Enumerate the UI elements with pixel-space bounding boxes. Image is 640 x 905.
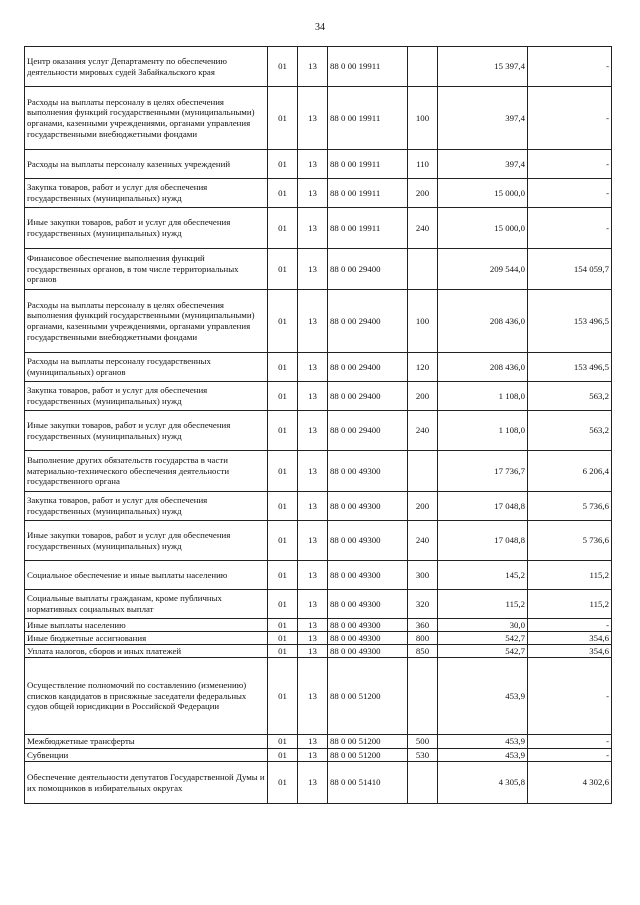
target-article-cell: 88 0 00 29400 [328, 382, 408, 411]
amount-2-cell: - [528, 658, 612, 735]
amount-2-cell: 5 736,6 [528, 521, 612, 561]
amount-1-cell: 145,2 [438, 561, 528, 590]
amount-1-cell: 453,9 [438, 749, 528, 762]
subsection-cell: 13 [298, 632, 328, 645]
target-article-cell: 88 0 00 29400 [328, 353, 408, 382]
budget-table [24, 46, 612, 804]
section-cell: 01 [268, 382, 298, 411]
table-row [25, 658, 612, 735]
subsection-cell: 13 [298, 521, 328, 561]
expense-type-cell: 800 [408, 632, 438, 645]
target-article-cell: 88 0 00 49300 [328, 632, 408, 645]
subsection-cell: 13 [298, 87, 328, 150]
expense-type-cell: 110 [408, 150, 438, 179]
section-cell: 01 [268, 590, 298, 619]
expense-type-cell: 100 [408, 290, 438, 353]
amount-2-cell: - [528, 208, 612, 249]
table-row [25, 645, 612, 658]
subsection-cell: 13 [298, 208, 328, 249]
row-name-cell: Социальное обеспечение и иные выплаты населению [25, 561, 268, 590]
section-cell: 01 [268, 645, 298, 658]
row-name-cell: Расходы на выплаты персоналу в целях обеспечения выполнения функций государственными (муниципальными) органами, казенными учреждениями, органами управления государственными внебюджетными фондами [25, 290, 268, 353]
amount-2-cell: 563,2 [528, 411, 612, 451]
expense-type-cell: 360 [408, 619, 438, 632]
expense-type-cell: 530 [408, 749, 438, 762]
row-name-cell: Закупка товаров, работ и услуг для обеспечения государственных (муниципальных) нужд [25, 382, 268, 411]
row-name-cell: Расходы на выплаты персоналу казенных учреждений [25, 150, 268, 179]
subsection-cell: 13 [298, 150, 328, 179]
expense-type-cell [408, 249, 438, 290]
expense-type-cell: 850 [408, 645, 438, 658]
amount-1-cell: 453,9 [438, 658, 528, 735]
section-cell: 01 [268, 735, 298, 749]
row-name-cell: Выполнение других обязательств государства в части материально-технического обеспечения деятельности государственного органа [25, 451, 268, 492]
expense-type-cell: 200 [408, 179, 438, 208]
subsection-cell: 13 [298, 249, 328, 290]
amount-2-cell: 354,6 [528, 645, 612, 658]
row-name-cell: Уплата налогов, сборов и иных платежей [25, 645, 268, 658]
expense-type-cell [408, 451, 438, 492]
row-name-cell: Социальные выплаты гражданам, кроме публичных нормативных социальных выплат [25, 590, 268, 619]
row-name-cell: Субвенции [25, 749, 268, 762]
target-article-cell: 88 0 00 19911 [328, 179, 408, 208]
row-name-cell: Финансовое обеспечение выполнения функций государственных органов, в том числе территориальных органов [25, 249, 268, 290]
section-cell: 01 [268, 762, 298, 804]
subsection-cell: 13 [298, 179, 328, 208]
expense-type-cell: 200 [408, 492, 438, 521]
table-row [25, 353, 612, 382]
amount-1-cell: 17 048,8 [438, 521, 528, 561]
table-row [25, 590, 612, 619]
amount-2-cell: - [528, 735, 612, 749]
target-article-cell: 88 0 00 51200 [328, 749, 408, 762]
subsection-cell: 13 [298, 353, 328, 382]
section-cell: 01 [268, 619, 298, 632]
expense-type-cell: 300 [408, 561, 438, 590]
amount-2-cell: 115,2 [528, 561, 612, 590]
budget-table-body [25, 47, 612, 804]
amount-2-cell: 153 496,5 [528, 290, 612, 353]
subsection-cell: 13 [298, 382, 328, 411]
amount-1-cell: 15 397,4 [438, 47, 528, 87]
section-cell: 01 [268, 87, 298, 150]
amount-1-cell: 453,9 [438, 735, 528, 749]
amount-1-cell: 542,7 [438, 632, 528, 645]
amount-1-cell: 17 048,8 [438, 492, 528, 521]
amount-2-cell: 354,6 [528, 632, 612, 645]
target-article-cell: 88 0 00 51200 [328, 658, 408, 735]
section-cell: 01 [268, 208, 298, 249]
expense-type-cell: 100 [408, 87, 438, 150]
table-row [25, 521, 612, 561]
table-row [25, 411, 612, 451]
section-cell: 01 [268, 561, 298, 590]
target-article-cell: 88 0 00 29400 [328, 290, 408, 353]
amount-1-cell: 1 108,0 [438, 411, 528, 451]
expense-type-cell: 320 [408, 590, 438, 619]
amount-2-cell: - [528, 749, 612, 762]
amount-2-cell: 4 302,6 [528, 762, 612, 804]
target-article-cell: 88 0 00 49300 [328, 619, 408, 632]
section-cell: 01 [268, 179, 298, 208]
table-row [25, 619, 612, 632]
subsection-cell: 13 [298, 658, 328, 735]
section-cell: 01 [268, 521, 298, 561]
subsection-cell: 13 [298, 411, 328, 451]
table-row [25, 451, 612, 492]
table-row [25, 179, 612, 208]
target-article-cell: 88 0 00 49300 [328, 590, 408, 619]
subsection-cell: 13 [298, 451, 328, 492]
subsection-cell: 13 [298, 645, 328, 658]
table-row [25, 492, 612, 521]
table-row [25, 150, 612, 179]
row-name-cell: Закупка товаров, работ и услуг для обеспечения государственных (муниципальных) нужд [25, 179, 268, 208]
table-row [25, 87, 612, 150]
subsection-cell: 13 [298, 762, 328, 804]
row-name-cell: Закупка товаров, работ и услуг для обеспечения государственных (муниципальных) нужд [25, 492, 268, 521]
target-article-cell: 88 0 00 49300 [328, 521, 408, 561]
target-article-cell: 88 0 00 19911 [328, 47, 408, 87]
subsection-cell: 13 [298, 749, 328, 762]
subsection-cell: 13 [298, 492, 328, 521]
table-row [25, 382, 612, 411]
section-cell: 01 [268, 632, 298, 645]
target-article-cell: 88 0 00 19911 [328, 87, 408, 150]
expense-type-cell [408, 762, 438, 804]
amount-1-cell: 397,4 [438, 87, 528, 150]
subsection-cell: 13 [298, 290, 328, 353]
amount-1-cell: 542,7 [438, 645, 528, 658]
amount-2-cell: - [528, 179, 612, 208]
target-article-cell: 88 0 00 19911 [328, 208, 408, 249]
target-article-cell: 88 0 00 51200 [328, 735, 408, 749]
expense-type-cell: 240 [408, 208, 438, 249]
row-name-cell: Межбюджетные трансферты [25, 735, 268, 749]
amount-2-cell: - [528, 150, 612, 179]
table-row [25, 561, 612, 590]
amount-2-cell: - [528, 47, 612, 87]
subsection-cell: 13 [298, 735, 328, 749]
expense-type-cell: 240 [408, 411, 438, 451]
amount-1-cell: 17 736,7 [438, 451, 528, 492]
section-cell: 01 [268, 492, 298, 521]
subsection-cell: 13 [298, 619, 328, 632]
section-cell: 01 [268, 290, 298, 353]
amount-2-cell: 563,2 [528, 382, 612, 411]
table-row [25, 208, 612, 249]
target-article-cell: 88 0 00 49300 [328, 451, 408, 492]
page-number: 34 [315, 22, 325, 33]
section-cell: 01 [268, 353, 298, 382]
amount-2-cell: 5 736,6 [528, 492, 612, 521]
section-cell: 01 [268, 47, 298, 87]
table-row [25, 735, 612, 749]
section-cell: 01 [268, 150, 298, 179]
table-row [25, 749, 612, 762]
section-cell: 01 [268, 749, 298, 762]
table-row [25, 762, 612, 804]
table-row [25, 632, 612, 645]
row-name-cell: Иные закупки товаров, работ и услуг для обеспечения государственных (муниципальных) нужд [25, 521, 268, 561]
amount-1-cell: 1 108,0 [438, 382, 528, 411]
amount-1-cell: 209 544,0 [438, 249, 528, 290]
expense-type-cell: 200 [408, 382, 438, 411]
row-name-cell: Осуществление полномочий по составлению (изменению) списков кандидатов в присяжные заседатели федеральных судов общей юрисдикции в Российской Федерации [25, 658, 268, 735]
amount-1-cell: 4 305,8 [438, 762, 528, 804]
amount-1-cell: 15 000,0 [438, 208, 528, 249]
row-name-cell: Расходы на выплаты персоналу в целях обеспечения выполнения функций государственными (муниципальными) органами, казенными учреждениями, органами управления государственными внебюджетными фондами [25, 87, 268, 150]
amount-1-cell: 208 436,0 [438, 290, 528, 353]
row-name-cell: Расходы на выплаты персоналу государственных (муниципальных) органов [25, 353, 268, 382]
amount-1-cell: 208 436,0 [438, 353, 528, 382]
amount-2-cell: 115,2 [528, 590, 612, 619]
row-name-cell: Центр оказания услуг Департаменту по обеспечению деятельности мировых судей Забайкальского края [25, 47, 268, 87]
row-name-cell: Иные выплаты населению [25, 619, 268, 632]
subsection-cell: 13 [298, 561, 328, 590]
target-article-cell: 88 0 00 51410 [328, 762, 408, 804]
target-article-cell: 88 0 00 49300 [328, 492, 408, 521]
target-article-cell: 88 0 00 49300 [328, 645, 408, 658]
amount-2-cell: 154 059,7 [528, 249, 612, 290]
subsection-cell: 13 [298, 590, 328, 619]
amount-1-cell: 15 000,0 [438, 179, 528, 208]
amount-1-cell: 115,2 [438, 590, 528, 619]
target-article-cell: 88 0 00 29400 [328, 249, 408, 290]
expense-type-cell: 240 [408, 521, 438, 561]
expense-type-cell [408, 658, 438, 735]
amount-2-cell: - [528, 619, 612, 632]
table-row [25, 290, 612, 353]
target-article-cell: 88 0 00 49300 [328, 561, 408, 590]
table-row [25, 249, 612, 290]
amount-2-cell: - [528, 87, 612, 150]
section-cell: 01 [268, 451, 298, 492]
row-name-cell: Иные закупки товаров, работ и услуг для обеспечения государственных (муниципальных) нужд [25, 208, 268, 249]
subsection-cell: 13 [298, 47, 328, 87]
expense-type-cell [408, 47, 438, 87]
table-row [25, 47, 612, 87]
section-cell: 01 [268, 249, 298, 290]
expense-type-cell: 120 [408, 353, 438, 382]
section-cell: 01 [268, 411, 298, 451]
target-article-cell: 88 0 00 29400 [328, 411, 408, 451]
amount-2-cell: 153 496,5 [528, 353, 612, 382]
amount-1-cell: 30,0 [438, 619, 528, 632]
amount-1-cell: 397,4 [438, 150, 528, 179]
row-name-cell: Иные бюджетные ассигнования [25, 632, 268, 645]
amount-2-cell: 6 206,4 [528, 451, 612, 492]
expense-type-cell: 500 [408, 735, 438, 749]
section-cell: 01 [268, 658, 298, 735]
row-name-cell: Обеспечение деятельности депутатов Государственной Думы и их помощников в избирательных округах [25, 762, 268, 804]
row-name-cell: Иные закупки товаров, работ и услуг для обеспечения государственных (муниципальных) нужд [25, 411, 268, 451]
target-article-cell: 88 0 00 19911 [328, 150, 408, 179]
